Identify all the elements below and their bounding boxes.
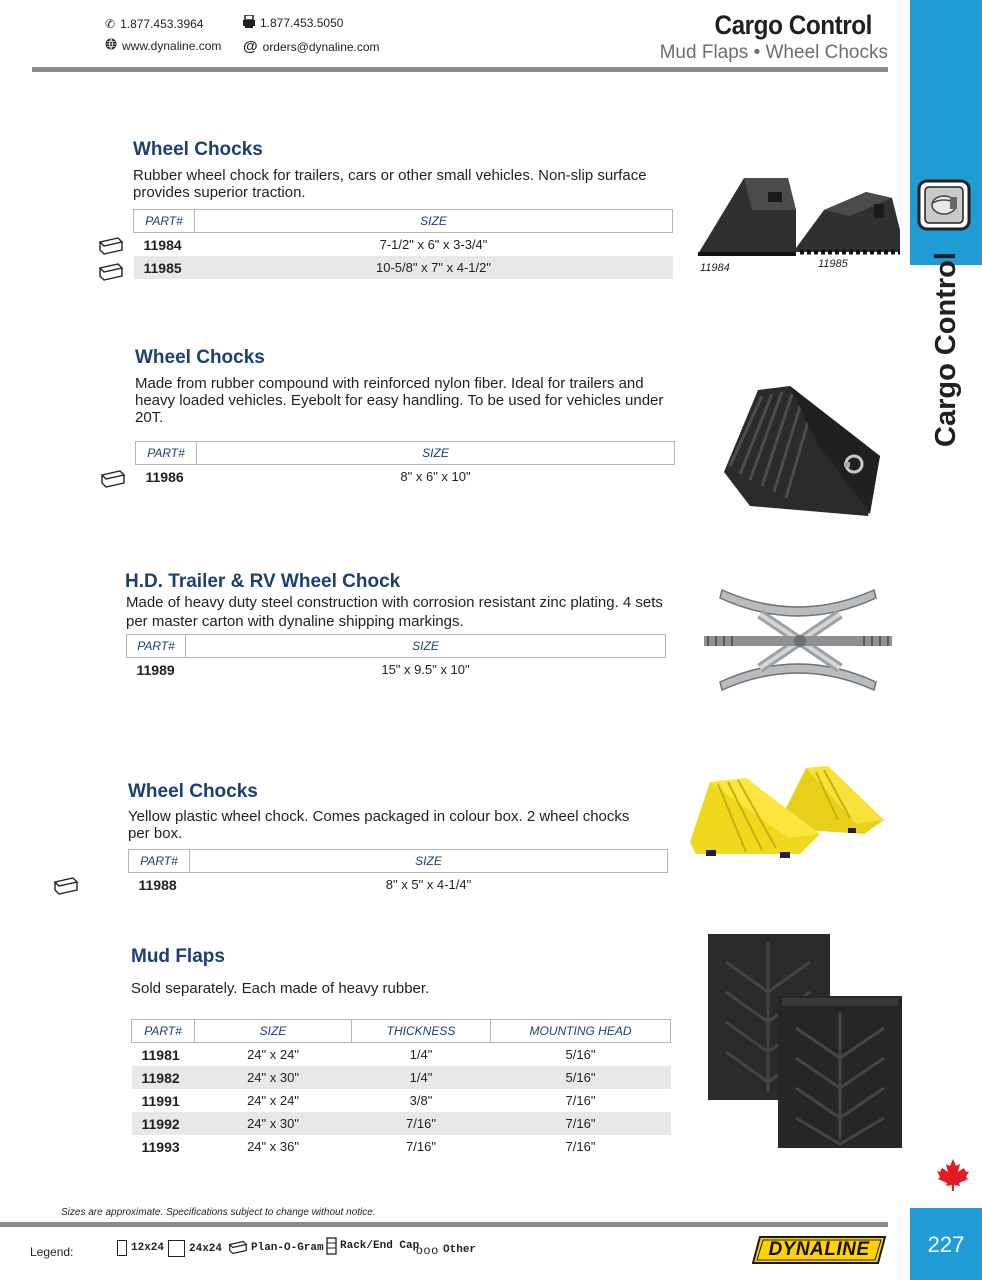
part-size: 24" x 30" (195, 1066, 352, 1089)
section-description: Made from rubber compound with reinforced nylon fiber. Ideal for trailers and heavy loaded vehicles. Eyebolt for easy handling. To be used for vehicles under 20T. (135, 375, 664, 426)
maple-leaf-icon (936, 1158, 970, 1192)
part-number: 11989 (136, 661, 175, 678)
section-title: Mud Flaps (131, 946, 225, 967)
section-title: Wheel Chocks (133, 139, 263, 160)
column-header: PART# (127, 635, 186, 658)
strap-icon (917, 179, 971, 231)
phone-icon: ✆ (105, 17, 116, 31)
part-thickness: 1/4" (352, 1066, 491, 1089)
column-header: PART# (129, 850, 190, 873)
part-number: 11981 (141, 1046, 180, 1063)
parts-table (126, 634, 666, 681)
part-size: 10-5/8" x 7" x 4-1/2" (195, 256, 673, 279)
footer-rule (0, 1222, 888, 1227)
legend-plan-o-gram (228, 1240, 324, 1255)
section-description: Made of heavy duty steel construction with corrosion resistant zinc plating. 4 sets per master carton with dynaline shipping markings. (126, 594, 663, 630)
plan-o-gram-icon (228, 1240, 248, 1255)
table-row (132, 1089, 671, 1112)
column-header: THICKNESS (352, 1020, 491, 1043)
column-header: SIZE (197, 442, 675, 465)
column-header: SIZE (195, 210, 673, 233)
legend-12x24 (117, 1240, 164, 1256)
table-row (129, 873, 668, 897)
phone-contact (105, 17, 203, 31)
part-size: 24" x 24" (247, 1093, 299, 1108)
part-number: 11991 (141, 1092, 180, 1109)
fax-number: 1.877.453.5050 (260, 16, 344, 30)
parts-table (135, 441, 675, 488)
section-title: Wheel Chocks (135, 347, 265, 368)
part-number: 11986 (145, 468, 184, 485)
part-mounting-head: 7/16" (565, 1093, 596, 1108)
part-size: 15" x 9.5" x 10" (381, 662, 470, 677)
plan-o-gram-icon (53, 876, 79, 896)
rack-icon (326, 1237, 337, 1255)
header-rule (32, 67, 888, 72)
part-thickness: 7/16" (406, 1139, 436, 1154)
yellow-plastic-chock-image (688, 762, 888, 860)
part-mounting-head: 5/16" (491, 1066, 671, 1089)
at-icon: @ (243, 38, 258, 55)
circles-icon: ooo (416, 1243, 440, 1257)
part-size: 8" x 5" x 4-1/4" (385, 877, 472, 892)
rubber-chock-image (696, 170, 908, 260)
column-header: PART# (134, 210, 195, 233)
column-header: PART# (132, 1020, 195, 1043)
part-number: 11993 (141, 1138, 180, 1155)
plan-o-gram-icon (98, 262, 124, 282)
box-12x24-icon (117, 1240, 127, 1256)
plan-o-gram-icon (98, 236, 124, 256)
part-size: 24" x 24" (247, 1047, 299, 1062)
table-row (127, 658, 666, 682)
part-thickness: 3/8" (409, 1093, 433, 1108)
legend-label: Legend: (30, 1245, 74, 1259)
phone-number: 1.877.453.3964 (120, 17, 204, 31)
part-mounting-head: 7/16" (491, 1112, 671, 1135)
part-thickness: 1/4" (409, 1047, 433, 1062)
parts-table (133, 209, 673, 279)
part-size: 24" x 30" (195, 1112, 352, 1135)
column-header: SIZE (190, 850, 668, 873)
fax-icon (243, 15, 255, 31)
fax-contact (243, 15, 343, 31)
plan-o-gram-icon (100, 469, 126, 489)
dynaline-logo (752, 1236, 886, 1264)
website-link[interactable]: www.dynaline.com (122, 38, 222, 53)
legend-24x24 (168, 1240, 222, 1257)
image-caption: 11985 (818, 258, 848, 270)
part-number: 11992 (132, 1112, 195, 1135)
box-24x24-icon (168, 1240, 185, 1257)
page-number: 227 (927, 1232, 965, 1257)
email-contact[interactable] (243, 38, 380, 55)
section-description: Yellow plastic wheel chock. Comes packaged in colour box. 2 wheel chocks per box. (128, 808, 630, 842)
legend-other (416, 1243, 476, 1257)
table-row (132, 1043, 671, 1067)
section-description: Rubber wheel chock for trailers, cars or other small vehicles. Non-slip surface provides superior traction. (133, 167, 647, 201)
section-title: H.D. Trailer & RV Wheel Chock (125, 571, 401, 592)
brand-text: DYNALINE (768, 1239, 870, 1260)
table-row (134, 233, 673, 257)
part-size: 8" x 6" x 10" (400, 469, 471, 484)
part-thickness: 7/16" (352, 1112, 491, 1135)
part-size: 24" x 36" (247, 1139, 299, 1154)
column-header: SIZE (195, 1020, 352, 1043)
parts-table (131, 1019, 671, 1158)
steel-scissor-chock-image (700, 584, 896, 696)
part-number: 11982 (132, 1066, 195, 1089)
column-header: PART# (136, 442, 197, 465)
part-mounting-head: 5/16" (565, 1047, 596, 1062)
table-row (134, 256, 673, 279)
section-description: Sold separately. Each made of heavy rubber. (131, 980, 430, 997)
column-header: SIZE (186, 635, 666, 658)
image-caption: 11984 (700, 262, 730, 274)
legend-text: Plan-O-Gram (251, 1241, 324, 1254)
legend-text: 12x24 (131, 1242, 165, 1254)
part-size: 7-1/2" x 6" x 3-3/4" (379, 237, 488, 252)
email-link[interactable]: orders@dynaline.com (262, 39, 380, 54)
page-title: Cargo Control (714, 10, 872, 40)
globe-icon (105, 38, 117, 53)
parts-table (128, 849, 668, 896)
rubber-chock-eyebolt-image (720, 382, 890, 518)
legend-text: Other (443, 1244, 477, 1256)
legend-rack-end-cap (326, 1237, 419, 1255)
table-row (132, 1066, 671, 1089)
table-row (132, 1135, 671, 1158)
column-header: MOUNTING HEAD (491, 1020, 671, 1043)
page-subtitle: Mud Flaps • Wheel Chocks (659, 42, 888, 63)
side-tab-label: Cargo Control (930, 252, 962, 447)
mud-flaps-image (706, 932, 904, 1150)
part-mounting-head: 7/16" (565, 1139, 596, 1154)
web-contact[interactable] (105, 38, 221, 53)
part-number: 11985 (134, 256, 195, 279)
legend-text: Rack/End Cap (340, 1240, 420, 1252)
legend-text: 24x24 (189, 1242, 223, 1255)
section-title: Wheel Chocks (128, 781, 258, 802)
part-number: 11984 (143, 236, 182, 253)
disclaimer-note: Sizes are approximate. Specifications subject to change without notice. (61, 1207, 376, 1218)
part-number: 11988 (138, 876, 177, 893)
table-row (136, 465, 675, 489)
table-row (132, 1112, 671, 1135)
